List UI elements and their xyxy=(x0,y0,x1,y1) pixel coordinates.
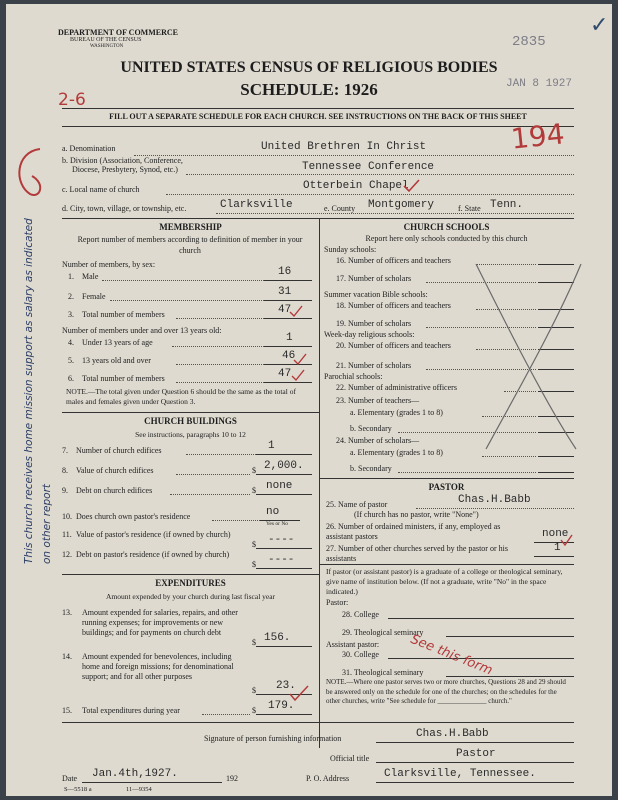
q17-label: 17. Number of scholars xyxy=(336,274,412,283)
sunday-schools-label: Sunday schools: xyxy=(324,245,377,254)
q12-label: Debt on pastor's residence (if owned by church) xyxy=(76,550,230,559)
q25-hint: (If church has no pastor, write "None") xyxy=(354,510,479,519)
denomination-value: United Brethren In Christ xyxy=(261,141,427,153)
church-schools-intro: Report here only schools conducted by this church xyxy=(365,234,528,243)
official-title-value: Pastor xyxy=(456,748,496,760)
po-address-value: Clarksville, Tennessee. xyxy=(384,768,536,780)
q9-dollar: $ xyxy=(252,486,256,495)
see-this-form-annotation: See this form xyxy=(408,632,495,679)
q10-label: Does church own pastor's residence xyxy=(76,512,191,521)
summer-schools-label: Summer vacation Bible schools: xyxy=(324,290,428,299)
church-buildings-instructions: See instructions, paragraphs 10 to 12 xyxy=(135,430,246,439)
q2-num: 2. xyxy=(68,292,74,301)
q11-num: 11. xyxy=(62,530,72,539)
q8-dollar: $ xyxy=(252,466,256,475)
q15-value: 179. xyxy=(268,700,295,712)
pastor-heading: PASTOR xyxy=(428,482,465,492)
q26-value: none xyxy=(542,528,569,540)
q1-label: Male xyxy=(82,272,99,281)
hand-code-right: 194 xyxy=(509,117,567,156)
form-code: S—5518 a xyxy=(64,786,92,793)
state-value: Tenn. xyxy=(490,199,524,211)
q10-value: no xyxy=(266,506,280,518)
age-label: Number of members under and over 13 years old: xyxy=(62,326,222,335)
state-label: f. State xyxy=(458,204,481,213)
q31-label: 31. Theological seminary xyxy=(342,668,424,677)
q15-num: 15. xyxy=(62,706,72,715)
q12-dollar: $ xyxy=(252,560,256,569)
red-check-icon xyxy=(402,178,422,194)
q4-label: Under 13 years of age xyxy=(82,338,153,347)
q3-label: Total number of members xyxy=(82,310,165,319)
q19-label: 19. Number of scholars xyxy=(336,319,412,328)
q12-value: ---- xyxy=(268,554,295,566)
q14-value: 23. xyxy=(276,680,296,692)
q8-value: 2,000. xyxy=(264,460,304,472)
hand-code-left: 2-6 xyxy=(58,90,86,110)
local-name-label: c. Local name of church xyxy=(62,185,140,194)
q26-label: 26. Number of ordained ministers, if any, employed as assistant pastors xyxy=(326,522,501,541)
pastor-sub-label: Pastor: xyxy=(326,598,349,607)
q1-value: 16 xyxy=(278,266,292,278)
q11-value: ---- xyxy=(268,534,295,546)
q5-num: 5. xyxy=(68,356,74,365)
bureau-label: BUREAU OF THE CENSUS xyxy=(70,37,142,43)
division-label-2: Diocese, Presbytery, Synod, etc.) xyxy=(72,165,178,174)
margin-check-mark: ✓ xyxy=(590,12,609,37)
red-margin-mark-icon xyxy=(10,144,50,204)
expenditures-heading: EXPENDITURES xyxy=(155,578,226,588)
q25-value: Chas.H.Babb xyxy=(458,494,531,506)
pastor-note: NOTE.—Where one pastor serves two or more churches, Questions 28 and 29 should be answered only on the schedule for one of the churches; on the schedules for the other churches, write "See schedule for ______________ church." xyxy=(326,678,566,705)
q3-num: 3. xyxy=(68,310,74,319)
q9-num: 9. xyxy=(62,486,68,495)
print-code: 11—9354 xyxy=(126,786,152,793)
q2-label: Female xyxy=(82,292,106,301)
q14-num: 14. xyxy=(62,652,72,661)
weekday-schools-label: Week-day religious schools: xyxy=(324,330,415,339)
by-sex-label: Number of members, by sex: xyxy=(62,260,156,269)
assistant-sub-label: Assistant pastor: xyxy=(326,640,380,649)
q7-label: Number of church edifices xyxy=(76,446,162,455)
division-label: b. Division (Association, Conference, xyxy=(62,156,183,165)
instructions-banner: FILL OUT A SEPARATE SCHEDULE FOR EACH CHURCH. SEE INSTRUCTIONS ON THE BACK OF THIS SHEET xyxy=(109,112,527,121)
date-year-suffix: 192 xyxy=(226,774,238,783)
q3-value: 47 xyxy=(278,304,292,316)
cross-out-x-icon xyxy=(446,244,596,464)
membership-heading: MEMBERSHIP xyxy=(159,222,222,232)
date-label: Date xyxy=(62,774,78,783)
q25-label: 25. Name of pastor xyxy=(326,500,388,509)
q10-num: 10. xyxy=(62,512,72,521)
red-small-check-icon xyxy=(560,534,574,548)
q13-value: 156. xyxy=(264,632,291,644)
q6-value: 47 xyxy=(278,368,292,380)
q2-value: 31 xyxy=(278,286,292,298)
q28-label: 28. College xyxy=(342,610,379,619)
q29-label: 29. Theological seminary xyxy=(342,628,424,637)
q24a-label: a. Elementary (grades 1 to 8) xyxy=(350,448,443,457)
membership-intro: Report number of members according to definition of member in your church xyxy=(77,235,303,255)
po-address-label: P. O. Address xyxy=(306,774,350,783)
received-date-stamp: JAN 8 1927 xyxy=(506,78,573,90)
q5-label: 13 years old and over xyxy=(82,356,151,365)
q18-label: 18. Number of officers and teachers xyxy=(336,301,451,310)
q13-label: Amount expended for salaries, repairs, and other running expenses; for improvements or new buildings; and for payments on church debt xyxy=(82,608,238,637)
q8-num: 8. xyxy=(62,466,68,475)
local-name-value: Otterbein Chapel xyxy=(303,180,409,192)
church-buildings-heading: CHURCH BUILDINGS xyxy=(144,416,237,426)
q23-label: 23. Number of teachers— xyxy=(336,396,420,405)
q8-label: Value of church edifices xyxy=(76,466,154,475)
q24b-label: b. Secondary xyxy=(350,464,392,473)
county-label: e. County xyxy=(324,204,356,213)
form-number-stamp: 2835 xyxy=(512,34,546,50)
q9-value: none xyxy=(266,480,293,492)
q30-label: 30. College xyxy=(342,650,379,659)
parochial-schools-label: Parochial schools: xyxy=(324,372,383,381)
signature-label: Signature of person furnishing information xyxy=(204,734,342,743)
q15-label: Total expenditures during year xyxy=(82,706,180,715)
q16-label: 16. Number of officers and teachers xyxy=(336,256,451,265)
seminary-note: If pastor (or assistant pastor) is a graduate of a college or theological seminary, give name of institution below. (If not a graduate, write "No" in the space indicated.) xyxy=(326,567,563,596)
form-title: UNITED STATES CENSUS OF RELIGIOUS BODIES xyxy=(120,59,498,76)
county-value: Montgomery xyxy=(368,199,435,211)
department-label: DEPARTMENT OF COMMERCE xyxy=(58,28,179,37)
q13-num: 13. xyxy=(62,608,72,617)
q11-label: Value of pastor's residence (if owned by church) xyxy=(76,530,231,539)
church-schools-heading: CHURCH SCHOOLS xyxy=(403,222,490,232)
expenditures-intro: Amount expended by your church during last fiscal year xyxy=(105,592,276,601)
q24-label: 24. Number of scholars— xyxy=(336,436,420,445)
q1-num: 1. xyxy=(68,272,74,281)
q7-num: 7. xyxy=(62,446,68,455)
signature-value: Chas.H.Babb xyxy=(416,728,489,740)
vertical-margin-note: This church receives home mission support as salary as indicated on other report xyxy=(23,218,53,564)
yes-no-hint: Yes or No xyxy=(266,521,289,527)
q6-label: Total number of members xyxy=(82,374,165,383)
q21-label: 21. Number of scholars xyxy=(336,361,412,370)
q12-num: 12. xyxy=(62,550,72,559)
q9-label: Debt on church edifices xyxy=(76,486,153,495)
census-schedule-page: DEPARTMENT OF COMMERCE BUREAU OF THE CENSUS WASHINGTON 2835 ✓ UNITED STATES CENSUS OF RELIGIOUS BODIES SCHEDULE: 1926 JAN 8 1927 2-6 FILL OUT A SEPARATE SCHEDULE FOR EACH CHURCH. SEE INSTRUCTIONS ON THE BACK OF THIS SHEET 194 a. Denomination United Brethren In Christ b. Division (Association, Conference, Diocese, Presbytery, Synod, etc.) Tennessee Conference c. Local name of church Otterbein Chapel d. City, town, village, or township, etc. Clarksville e. County Montgomery f. State Tenn. This church receives home mission support as salary as indicated on other report MEMBERSHIP Report number of members according to definition of member in your church Number of members, by sex: 1. Male 16 2. Female 31 3. Total number of members 47 Number of members under and over 13 years old: 4. Under 13 years of age 1 5. 13 years old and over 46 6. Total number of members 47 NOTE.—The total given under Question 6 should be the same as the total of males and females given under Question 3. CHURCH BUILDINGS See instructions, paragraphs 10 to 12 7. Number of church edifices 1 8. Value of church edifices $ 2,000. 9. Debt on church edifices $ none 10. Does church own pastor's residence no Yes or No 11. Value of pastor's residence (if owned by church) $ ---- 12. Debt on pastor's residence (if owned by church) $ ---- EXPENDITURES Amount expended by your church during last fiscal year 13. Amount expended for salaries, repairs, and other running expenses; for improvements or new buildings; and for payments on church debt $ 156. 14. Amount expended for benevolences, including home and foreign missions; for denominational support; and for all other purposes $ 23. 15. Total expenditures during year $ 179. CHURCH SCHOOLS Report here only schools conducted by this church Sunday schools: 16. Number of officers and teachers 17. Number of scholars Summer vacation Bible schools: 18. Number of officers and teachers 19. Number of scholars Week-day religious schools: 20. Number of officers and teachers 21. Number of scholars Parochial schools: 22. Number of administrative officers 23. Number of teachers— a. Elementary (grades 1 to 8) b. Secondary 24. Number of scholars— a. Elementary (grades 1 to 8) b. Secondary PASTOR 25. Name of pastor Chas.H.Babb (If church has no pastor, write "None") 26. Number of ordained ministers, if any, employed as assistant pastors none 27. Number of other churches served by the pastor or his assistants 1 If pastor (or assistant pastor) is a graduate of a college or theological seminary, give name of institution below. (If not a graduate, write "No" in the space indicated.) Pastor: 28. College 29. Theological seminary Assistant pastor: 30. College 31. Theological seminary See this form NOTE.—Where one pastor serves two or more churches, Questions 28 and 29 should be answered only on the schedule for one of the churches; on the schedules for the other churches, write "See schedule for ______________ church." Signature of person furnishing information Chas.H.Babb Official title Pastor Date Jan.4th,1927. 192 P. O. Address Clarksville, Tennessee. S—5518 a 11—9354 xyxy=(6,4,612,796)
q4-value: 1 xyxy=(286,332,293,344)
q23b-label: b. Secondary xyxy=(350,424,392,433)
q6-num: 6. xyxy=(68,374,74,383)
city-field-label: d. City, town, village, or township, etc. xyxy=(62,204,187,213)
division-value: Tennessee Conference xyxy=(302,161,435,173)
membership-note: NOTE.—The total given under Question 6 should be the same as the total of males and females given under Question 3. xyxy=(66,387,296,406)
date-value: Jan.4th,1927. xyxy=(92,768,178,780)
form-schedule: SCHEDULE: 1926 xyxy=(240,80,378,99)
q14-label: Amount expended for benevolences, including home and foreign missions; for denominational support; and for all other purposes xyxy=(82,652,234,681)
red-tick-marks-icon xyxy=(288,304,318,384)
q23a-label: a. Elementary (grades 1 to 8) xyxy=(350,408,443,417)
q4-num: 4. xyxy=(68,338,74,347)
q27-label: 27. Number of other churches served by the pastor or his assistants xyxy=(326,544,508,563)
q5-value: 46 xyxy=(282,350,296,362)
city-label: WASHINGTON xyxy=(90,44,124,49)
red-expense-check-icon xyxy=(288,684,312,706)
q20-label: 20. Number of officers and teachers xyxy=(336,341,451,350)
denomination-label: a. Denomination xyxy=(62,144,116,153)
q22-label: 22. Number of administrative officers xyxy=(336,383,457,392)
q7-value: 1 xyxy=(268,440,275,452)
official-title-label: Official title xyxy=(330,754,370,763)
q27-value: 1 xyxy=(554,542,561,554)
city-value: Clarksville xyxy=(220,199,293,211)
q11-dollar: $ xyxy=(252,540,256,549)
